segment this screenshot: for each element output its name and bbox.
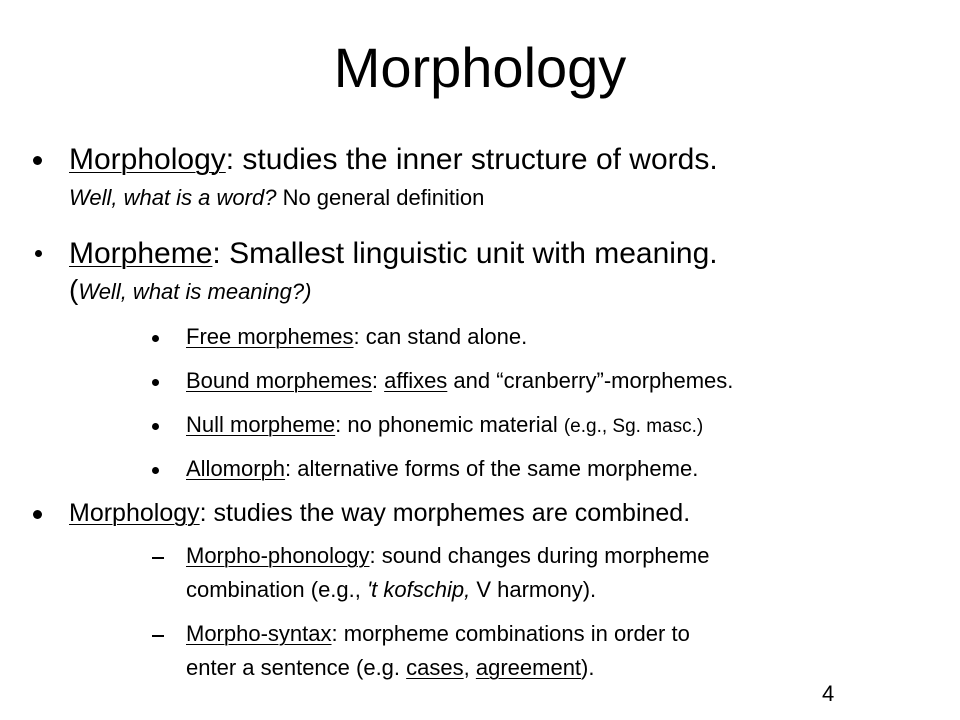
bullet-2-term: Morpheme (69, 237, 213, 270)
dash-item-2-text3: ). (581, 655, 595, 680)
bullet-2-paren: ( (69, 274, 79, 305)
dash-item-1-term: Morpho-phonology (186, 543, 370, 568)
bullet-1-marker (33, 156, 42, 165)
bullet-3-term: Morphology (69, 499, 200, 527)
dash-item-1-text3: V harmony). (470, 577, 597, 602)
sub-bullet-2-term2: affixes (384, 368, 448, 393)
sub-bullet-2-term: Bound morphemes (186, 368, 372, 393)
dash-item-2-comma: , (463, 655, 476, 680)
bullet-1-term: Morphology (69, 143, 226, 176)
sub-bullet-4-marker (152, 467, 159, 474)
dash-item-2-term: Morpho-syntax (186, 621, 332, 646)
bullet-3-line (69, 498, 690, 528)
sub-bullet-4-text: : alternative forms of the same morpheme. (285, 456, 699, 481)
sub-bullet-3-marker (152, 423, 159, 430)
dash-item-1-marker (152, 557, 164, 559)
sub-bullet-3-note: (e.g., Sg. masc.) (563, 416, 704, 437)
bullet-2-text: : Smallest linguistic unit with meaning. (212, 237, 718, 270)
sub-bullet-1-term: Free morphemes (186, 324, 354, 349)
slide-title: Morphology (333, 36, 627, 99)
sub-bullet-1-line (186, 323, 527, 351)
dash-item-2-text2: enter a sentence (e.g. (186, 655, 407, 680)
dash-item-1-text: : sound changes during morpheme (369, 543, 710, 568)
sub-bullet-3-line (186, 411, 703, 441)
bullet-2-subline (69, 276, 311, 306)
sub-bullet-2-marker (152, 379, 159, 386)
dash-item-1-text2: combination (e.g., (186, 577, 367, 602)
sub-bullet-2-sep: : (371, 368, 385, 393)
bullet-1-subline (69, 184, 484, 212)
bullet-3-marker (33, 510, 42, 519)
bullet-1-line (69, 142, 718, 178)
bullet-3-text: : studies the way morphemes are combined. (199, 499, 691, 527)
sub-bullet-3-term: Null morpheme (186, 412, 336, 437)
bullet-2-question: Well, what is meaning?) (78, 279, 312, 304)
sub-bullet-1-text: : can stand alone. (353, 324, 528, 349)
dash-item-2-marker (152, 635, 164, 637)
bullet-1-subtext: No general definition (276, 185, 485, 210)
sub-bullet-4-term: Allomorph (186, 456, 286, 481)
cases-link[interactable]: cases (406, 655, 464, 680)
dash-item-1-line2 (186, 576, 596, 604)
sub-bullet-2-text: and “cranberry”-morphemes. (447, 368, 734, 393)
sub-bullet-1-marker (152, 335, 159, 342)
dash-item-1-line (186, 542, 709, 570)
sub-bullet-4-line (186, 455, 698, 483)
agreement-link[interactable]: agreement (475, 655, 582, 680)
bullet-2-marker (35, 250, 42, 257)
dash-item-2-text: : morpheme combinations in order to (331, 621, 690, 646)
sub-bullet-3-text: : no phonemic material (335, 412, 564, 437)
sub-bullet-2-line (186, 367, 733, 395)
bullet-1-question: Well, what is a word? (69, 185, 277, 210)
dash-item-1-italic: 't kofschip, (366, 577, 471, 602)
dash-item-2-line2 (186, 654, 595, 682)
page-number: 4 (822, 681, 835, 706)
dash-item-2-line (186, 620, 690, 648)
bullet-2-line (69, 236, 718, 272)
bullet-1-text: : studies the inner structure of words. (225, 143, 718, 176)
